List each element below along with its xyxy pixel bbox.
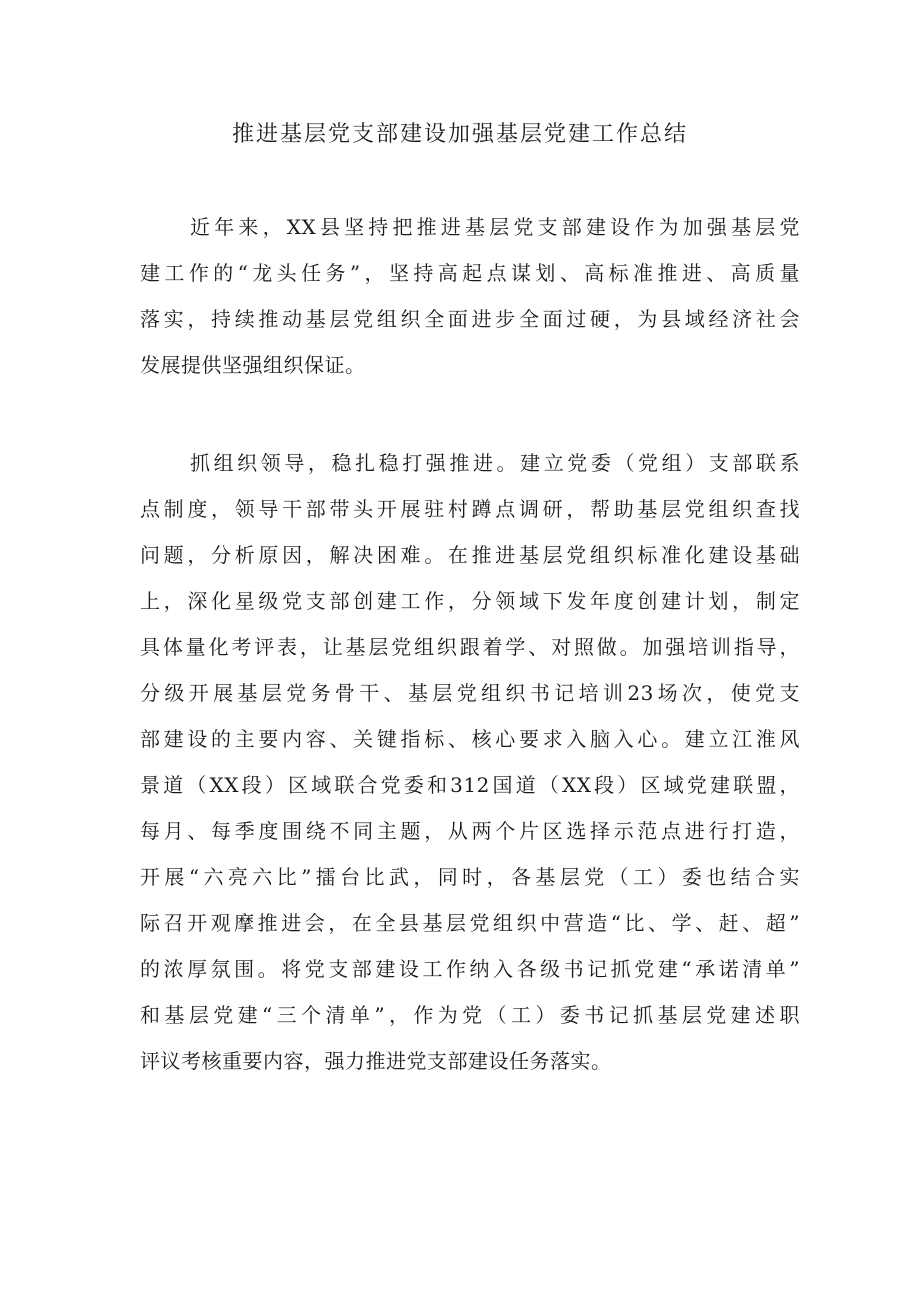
paragraph-line: 评议考核重要内容，强力推进党支部建设任务落实。 [140,1049,612,1073]
paragraph-line: 上，深化星级党支部创建工作，分领域下发年度创建计划，制定 [140,589,800,613]
paragraph-line: 点制度，领导干部带头开展驻村蹲点调研，帮助基层党组织查找 [140,497,800,521]
paragraph-intro [140,204,800,388]
paragraph-line: 近年来，XX县坚持把推进基层党支部建设作为加强基层党 [190,215,800,239]
paragraph-line: 问题，分析原因，解决困难。在推进基层党组织标准化建设基础 [140,543,800,567]
paragraph-line: 景道（XX段）区域联合党委和312国道（XX段）区域党建联盟， [140,773,800,797]
paragraph-line: 具体量化考评表，让基层党组织跟着学、对照做。加强培训指导， [140,635,800,659]
paragraph-line: 的浓厚氛围。将党支部建设工作纳入各级书记抓党建“承诺清单” [140,957,800,981]
paragraph-line: 建工作的“龙头任务”，坚持高起点谋划、高标准推进、高质量 [140,261,800,285]
paragraph-line: 部建设的主要内容、关键指标、核心要求入脑入心。建立江淮风 [140,727,800,751]
page-title: 推进基层党支部建设加强基层党建工作总结 [231,122,688,147]
paragraph-line: 落实，持续推动基层党组织全面进步全面过硬，为县域经济社会 [140,307,800,331]
paragraph-line: 开展“六亮六比”擂台比武，同时，各基层党（工）委也结合实 [140,865,800,889]
paragraph-line: 抓组织领导，稳扎稳打强推进。建立党委（党组）支部联系 [190,451,800,475]
paragraph-organization-leadership [140,440,800,1084]
paragraph-line: 每月、每季度围绕不同主题，从两个片区选择示范点进行打造， [140,819,800,843]
paragraph-line: 和基层党建“三个清单”，作为党（工）委书记抓基层党建述职 [140,1003,800,1027]
paragraph-line: 际召开观摩推进会，在全县基层党组织中营造“比、学、赶、超” [140,911,800,935]
paragraph-line: 发展提供坚强组织保证。 [140,353,366,377]
paragraph-line: 分级开展基层党务骨干、基层党组织书记培训23场次，使党支 [140,681,800,705]
